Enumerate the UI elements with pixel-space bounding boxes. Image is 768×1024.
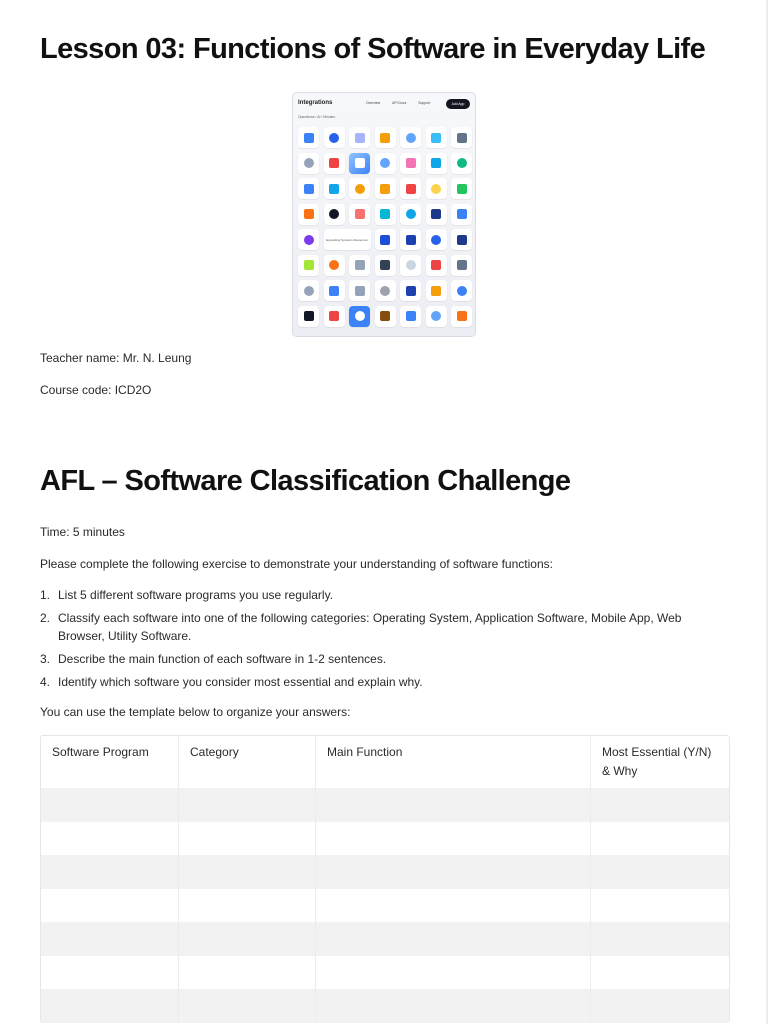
table-row xyxy=(41,922,729,956)
app-tile-icon xyxy=(324,306,345,327)
table-header-row xyxy=(41,736,729,788)
app-tile-icon xyxy=(298,127,319,148)
app-tile-icon xyxy=(375,127,396,148)
app-tile-icon xyxy=(349,306,370,327)
time-limit: Time: 5 minutes xyxy=(40,525,125,539)
table-cell[interactable] xyxy=(179,922,316,956)
table-cell[interactable] xyxy=(316,788,591,822)
app-tile-icon xyxy=(375,153,396,174)
table-cell[interactable] xyxy=(316,822,591,856)
app-tile-icon xyxy=(349,153,370,174)
table-cell[interactable] xyxy=(316,922,591,956)
app-tile-icon xyxy=(324,127,345,148)
screenshot-nav-item: Support xyxy=(418,101,431,105)
lesson-title: Lesson 03: Functions of Software in Everyday Life xyxy=(40,33,706,65)
app-tile-icon xyxy=(426,153,447,174)
app-tile-icon xyxy=(400,153,421,174)
table-cell[interactable] xyxy=(316,989,591,1023)
table-cell[interactable] xyxy=(41,922,179,956)
screenshot-header xyxy=(298,99,470,111)
table-cell[interactable] xyxy=(179,989,316,1023)
app-tile-icon xyxy=(375,204,396,225)
screenshot-nav xyxy=(366,101,442,105)
app-tile-icon xyxy=(426,229,447,250)
app-tile-icon xyxy=(451,178,472,199)
app-tile-icon xyxy=(298,306,319,327)
app-tile-icon xyxy=(451,127,472,148)
app-tile-icon xyxy=(426,127,447,148)
screenshot-add-app-button: Add App xyxy=(446,99,470,109)
table-cell[interactable] xyxy=(591,922,727,956)
app-tile-icon xyxy=(349,255,370,276)
app-tile-icon xyxy=(375,178,396,199)
table-row xyxy=(41,855,729,889)
list-item: 2. Classify each software into one of the following categories: Operating System, Application Software, Mobile App, Web Browser, Utility Software. xyxy=(40,611,682,643)
app-tile-icon xyxy=(400,306,421,327)
table-cell[interactable] xyxy=(591,788,727,822)
table-cell[interactable] xyxy=(591,956,727,990)
app-tile-icon xyxy=(324,255,345,276)
screenshot-nav-item: API Docs xyxy=(392,101,407,105)
list-item: 3. Describe the main function of each software in 1-2 sentences. xyxy=(40,652,387,666)
table-cell[interactable] xyxy=(179,855,316,889)
integrations-screenshot-image xyxy=(292,92,476,337)
app-tile-icon xyxy=(400,280,421,301)
teacher-name: Teacher name: Mr. N. Leung xyxy=(40,351,192,365)
table-cell[interactable] xyxy=(41,788,179,822)
app-tile-icon xyxy=(298,178,319,199)
app-tile-icon xyxy=(400,255,421,276)
app-tile-icon xyxy=(375,280,396,301)
table-row xyxy=(41,889,729,923)
table-row xyxy=(41,989,729,1023)
app-tile-icon xyxy=(426,255,447,276)
column-header-most-essential: Most Essential (Y/N) & Why xyxy=(602,745,712,778)
template-note: You can use the template below to organize your answers: xyxy=(40,705,351,719)
app-tile-icon xyxy=(451,204,472,225)
table-cell[interactable] xyxy=(316,956,591,990)
column-header-main-function: Main Function xyxy=(316,736,591,788)
app-tile-icon xyxy=(400,229,421,250)
table-cell[interactable] xyxy=(591,889,727,923)
app-tile-icon xyxy=(298,229,319,250)
table-cell[interactable] xyxy=(591,822,727,856)
intro-text: Please complete the following exercise to demonstrate your understanding of software functions: xyxy=(40,557,553,571)
table-cell[interactable] xyxy=(41,855,179,889)
app-tile-icon xyxy=(451,255,472,276)
app-tile-icon xyxy=(298,255,319,276)
app-tile-icon xyxy=(298,204,319,225)
column-header-software-program: Software Program xyxy=(41,736,179,788)
app-tile-icon xyxy=(451,306,472,327)
app-tile-icon xyxy=(375,229,396,250)
table-row xyxy=(41,788,729,822)
app-tile-icon xyxy=(298,280,319,301)
app-tile-icon xyxy=(426,204,447,225)
app-tile-icon xyxy=(451,280,472,301)
list-item: 1. List 5 different software programs you use regularly. xyxy=(40,588,334,602)
table-cell[interactable] xyxy=(41,822,179,856)
screenshot-title: Integrations xyxy=(298,100,333,106)
table-cell[interactable] xyxy=(591,855,727,889)
table-body xyxy=(41,788,729,1023)
app-tile-icon xyxy=(400,178,421,199)
column-header-category: Category xyxy=(179,736,316,788)
app-tile-icon xyxy=(375,306,396,327)
table-cell[interactable] xyxy=(591,989,727,1023)
list-item: 4. Identify which software you consider most essential and explain why. xyxy=(40,675,423,689)
app-tile-icon xyxy=(298,153,319,174)
app-tile-icon xyxy=(426,280,447,301)
app-tile-icon xyxy=(349,127,370,148)
app-tile-icon xyxy=(451,153,472,174)
app-tile-icon xyxy=(400,127,421,148)
table-cell[interactable] xyxy=(179,956,316,990)
app-tile-icon xyxy=(349,204,370,225)
app-tile-icon xyxy=(426,306,447,327)
answer-template-table xyxy=(40,735,730,1023)
table-cell[interactable] xyxy=(316,855,591,889)
instructions-list xyxy=(40,586,728,696)
app-tile-icon xyxy=(375,255,396,276)
table-cell[interactable] xyxy=(41,889,179,923)
app-tile-icon xyxy=(324,204,345,225)
table-cell[interactable] xyxy=(41,956,179,990)
table-cell[interactable] xyxy=(179,822,316,856)
app-tile-icon xyxy=(400,204,421,225)
table-cell[interactable] xyxy=(316,889,591,923)
app-tile-icon xyxy=(349,280,370,301)
app-tile-icon xyxy=(324,153,345,174)
table-row xyxy=(41,822,729,856)
app-tile-icon xyxy=(349,178,370,199)
table-cell[interactable] xyxy=(179,889,316,923)
app-tile-icon xyxy=(324,280,345,301)
screenshot-breadcrumb: Operations / AI / Minutes xyxy=(298,115,336,119)
table-cell[interactable] xyxy=(179,788,316,822)
table-cell[interactable] xyxy=(41,989,179,1023)
afl-title: AFL – Software Classification Challenge xyxy=(40,465,571,497)
app-tile-icon xyxy=(324,178,345,199)
app-tile-icon xyxy=(426,178,447,199)
table-row xyxy=(41,956,729,990)
app-tile-icon xyxy=(451,229,472,250)
wide-tile: Expanding Systems Resources xyxy=(324,229,371,250)
screenshot-nav-item: Overview xyxy=(366,101,381,105)
course-code: Course code: ICD2O xyxy=(40,383,152,397)
